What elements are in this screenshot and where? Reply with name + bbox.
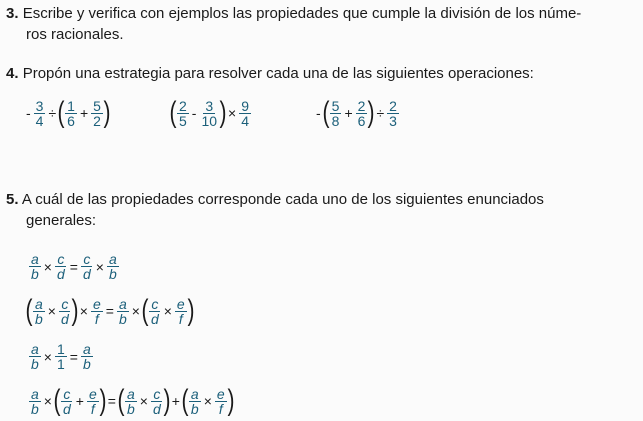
question-4 (6, 64, 534, 84)
left-paren: ( (322, 96, 330, 129)
operation-2 (170, 98, 252, 128)
left-paren: ( (117, 384, 125, 417)
fraction: $\frac{a}{b}$ (190, 385, 199, 417)
question-5 (6, 190, 544, 210)
fraction: $\frac{a}{b}$ (118, 295, 127, 327)
fraction: $\frac{c}{d}$ (62, 385, 71, 417)
plus-sign: + (344, 105, 353, 121)
left-paren: ( (181, 384, 189, 417)
fraction: $\frac{a}{b}$ (126, 385, 135, 417)
question-4-number: 4. (6, 65, 19, 82)
fraction: $\frac{a}{b}$ (31, 341, 39, 372)
fraction: $\frac{a}{b}$ (82, 341, 91, 372)
fraction: $\frac{a}{b}$ (35, 295, 43, 327)
question-5-line1: A cuál de las propiedades corresponde cada uno de los siguientes enunciados (21, 191, 544, 208)
times-sign: × (43, 348, 52, 365)
right-paren: ) (71, 294, 79, 327)
left-paren: ( (169, 96, 177, 129)
fraction: $\frac{3}{4}$ (35, 97, 44, 129)
right-paren: ) (99, 384, 107, 417)
equals-sign: = (105, 303, 114, 319)
fraction: $\frac{5}{8}$ (331, 97, 340, 129)
times-sign: × (43, 258, 52, 275)
operation-3 (314, 98, 400, 128)
fraction: $\frac{e}{f}$ (88, 385, 97, 417)
minus-sign: - (316, 105, 321, 121)
fraction: $\frac{c}{d}$ (56, 251, 65, 282)
property-4 (28, 386, 234, 416)
minus-sign: - (191, 105, 197, 121)
equals-sign: = (69, 348, 78, 365)
times-sign: × (203, 393, 212, 409)
fraction: $\frac{c}{d}$ (60, 295, 69, 327)
fraction: $\frac{a}{b}$ (31, 251, 39, 282)
plus-sign: + (171, 393, 180, 409)
right-paren: ) (163, 384, 171, 417)
times-sign: × (43, 393, 52, 409)
property-2 (26, 296, 194, 326)
times-sign: × (95, 258, 104, 275)
times-sign: × (79, 303, 88, 319)
property-1 (28, 252, 120, 281)
question-3-line1: Escribe y verifica con ejemplos las propiedades que cumple la división de los núme- (22, 5, 582, 22)
question-3 (6, 4, 581, 24)
plus-sign: + (79, 105, 89, 121)
fraction: $\frac{2}{5}$ (179, 97, 187, 129)
right-paren: ) (103, 96, 111, 129)
divide-sign: ÷ (376, 105, 385, 121)
question-4-text: Propón una estrategia para resolver cada una de las siguientes operaciones: (22, 65, 534, 82)
right-paren: ) (227, 384, 235, 417)
left-paren: ( (53, 384, 61, 417)
times-sign: × (47, 303, 56, 319)
fraction: $\frac{5}{2}$ (93, 97, 101, 129)
fraction: $\frac{c}{d}$ (82, 251, 91, 282)
divide-sign: ÷ (48, 105, 57, 121)
fraction: $\frac{c}{d}$ (152, 385, 161, 417)
fraction: $\frac{2}{6}$ (357, 97, 366, 129)
right-paren: ) (219, 96, 227, 129)
equals-sign: = (107, 393, 116, 409)
right-paren: ) (187, 294, 195, 327)
minus-sign: - (26, 105, 31, 121)
operation-1 (24, 98, 110, 128)
question-3-number: 3. (6, 5, 19, 22)
fraction: $\frac{e}{f}$ (92, 295, 101, 327)
fraction: $\frac{a}{b}$ (31, 385, 39, 417)
equals-sign: = (69, 258, 78, 275)
fraction: $\frac{a}{b}$ (108, 251, 117, 282)
fraction: $\frac{c}{d}$ (150, 295, 159, 327)
left-paren: ( (25, 294, 33, 327)
fraction: $\frac{e}{f}$ (176, 295, 185, 327)
times-sign: × (139, 393, 148, 409)
fraction: $\frac{1}{6}$ (67, 97, 75, 129)
fraction: $\frac{3}{10}$ (201, 97, 218, 129)
times-sign: × (163, 303, 172, 319)
fraction: $\frac{1}{1}$ (56, 341, 65, 372)
property-3 (28, 342, 94, 371)
question-5-number: 5. (6, 191, 19, 208)
right-paren: ) (367, 96, 375, 129)
plus-sign: + (75, 393, 84, 409)
left-paren: ( (141, 294, 149, 327)
question-5-line2: generales: (26, 212, 97, 229)
question-3-line2: ros racionales. (26, 26, 124, 43)
fraction: $\frac{9}{4}$ (241, 97, 250, 129)
times-sign: × (131, 303, 140, 319)
fraction: $\frac{2}{3}$ (389, 97, 397, 129)
fraction: $\frac{e}{f}$ (216, 385, 225, 417)
times-sign: × (228, 105, 237, 121)
left-paren: ( (57, 96, 65, 129)
